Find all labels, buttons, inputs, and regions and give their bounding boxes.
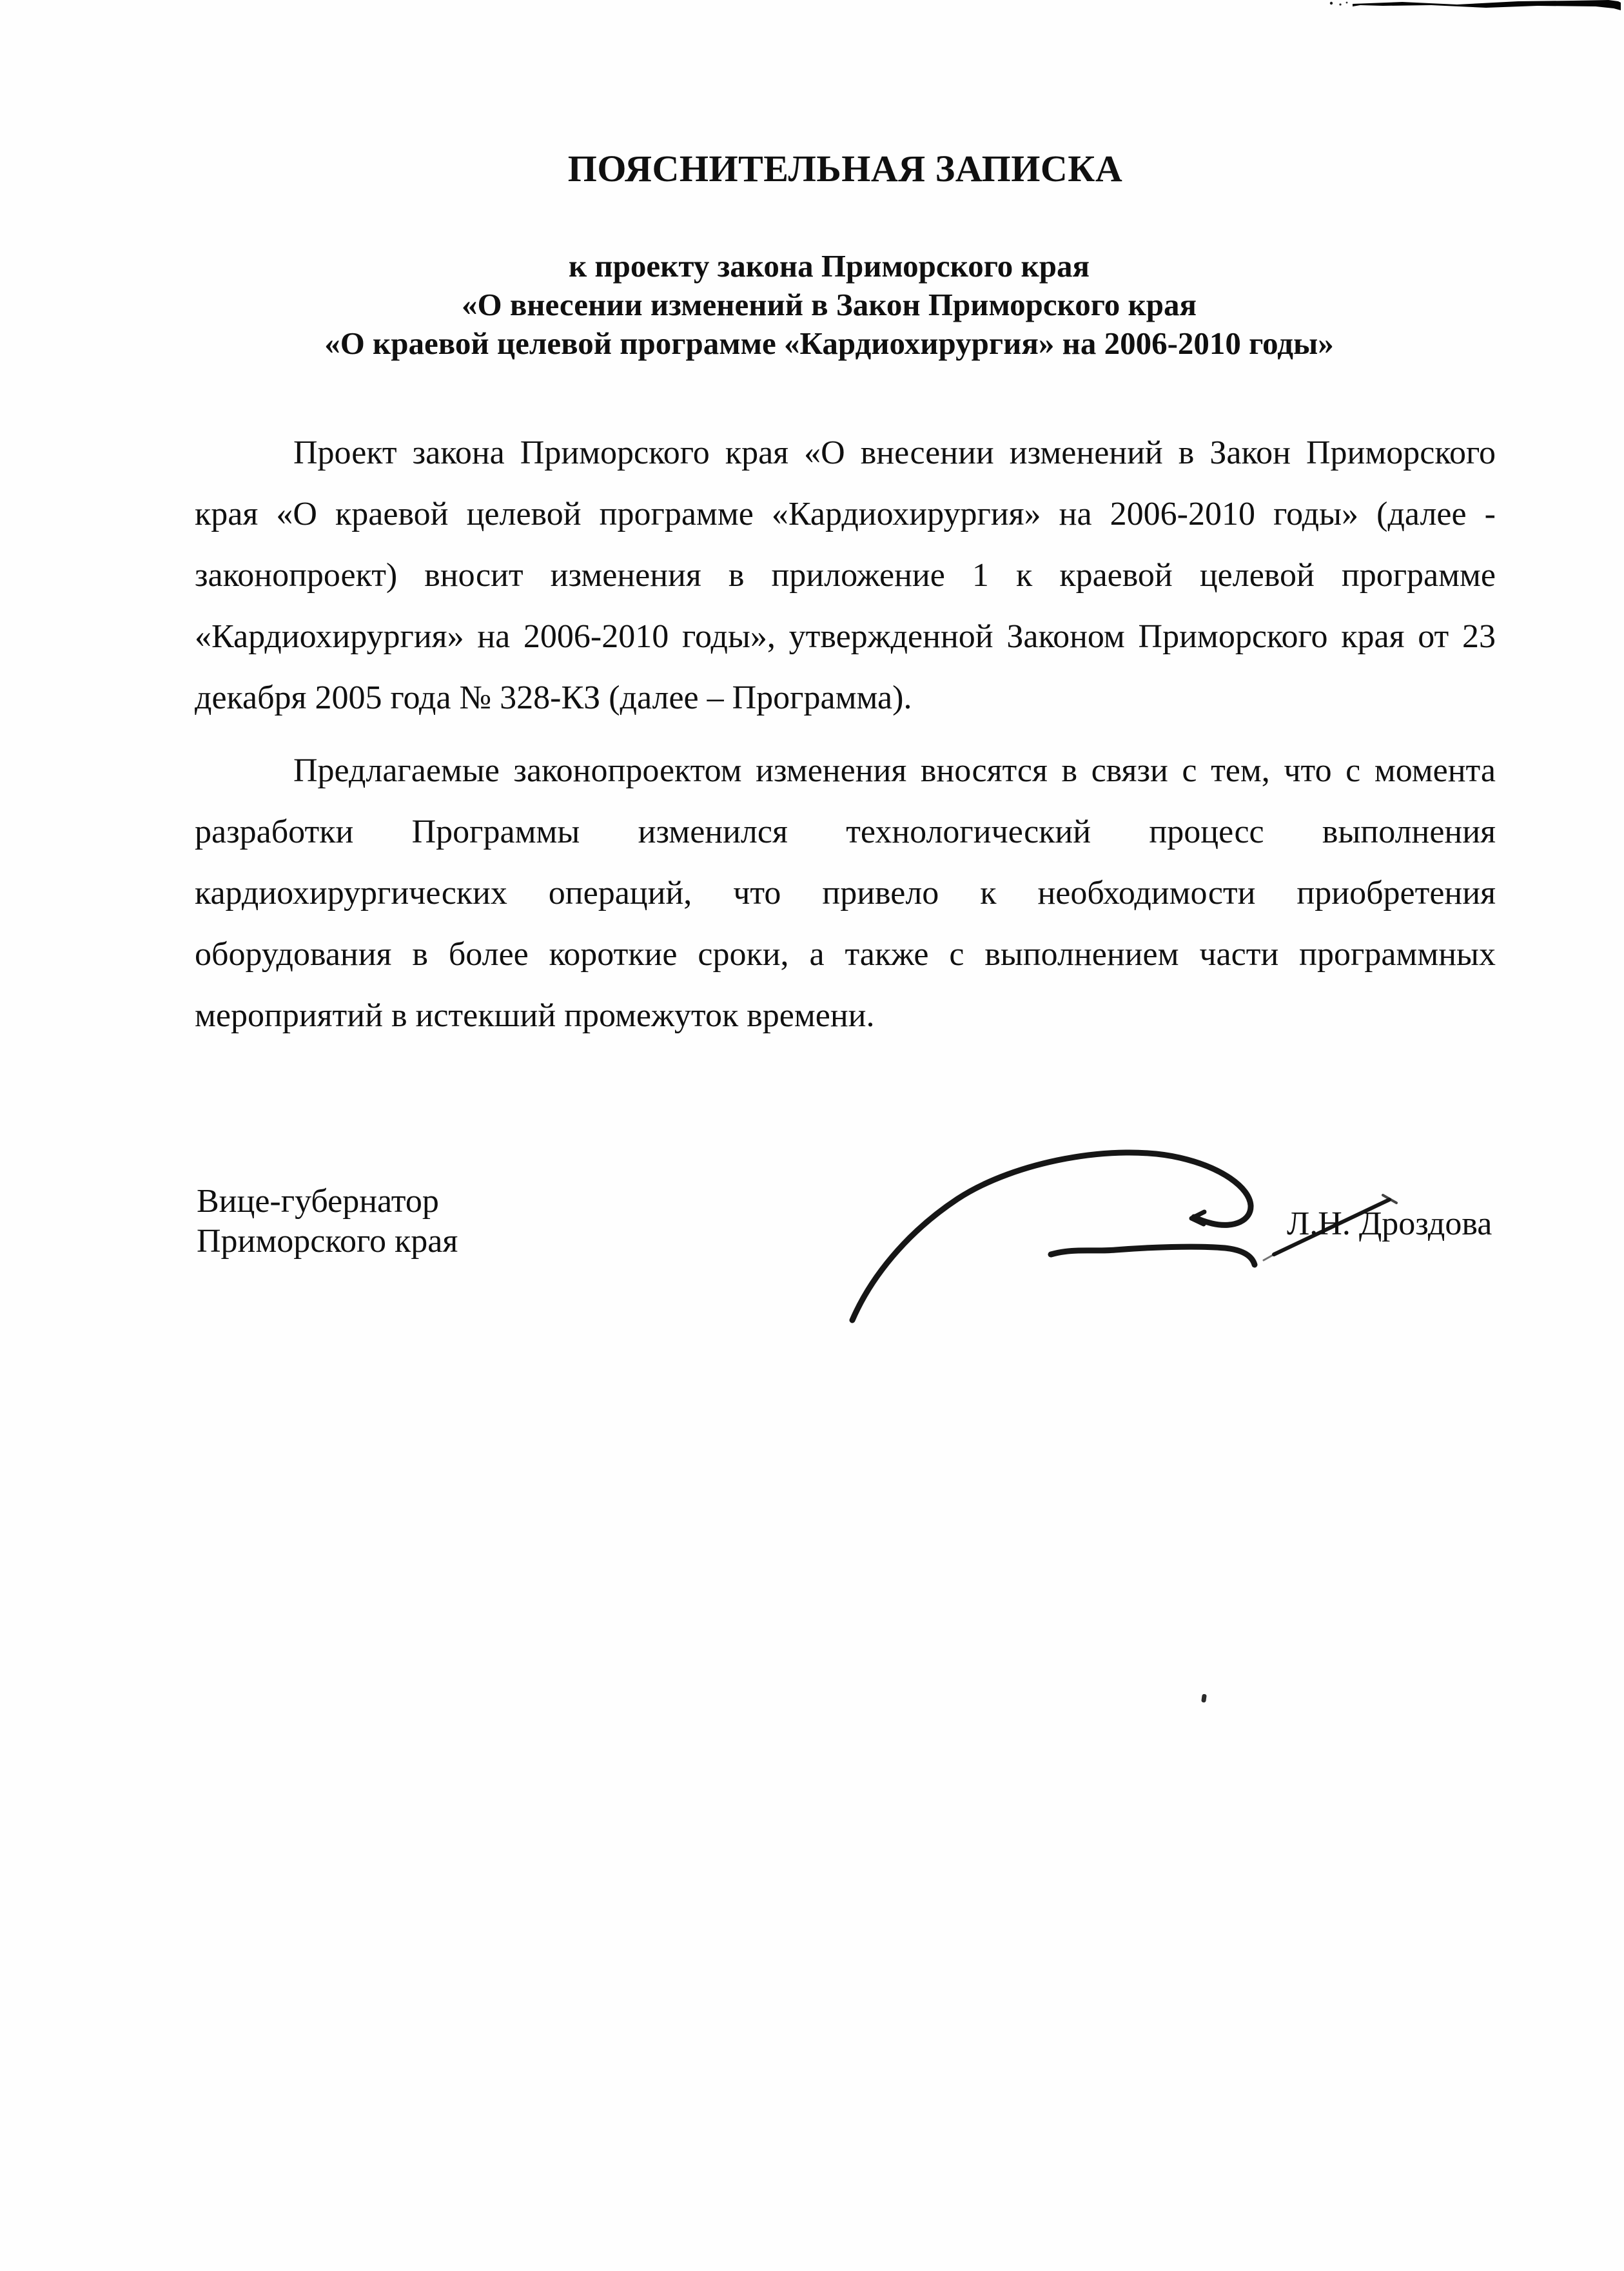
signer-position-line-2: Приморского края	[197, 1223, 458, 1260]
paragraph-1: Проект закона Приморского края «О внесении изменений в Закон Приморского края «О краевой целевой программе «Кардиохирургия» на 2006-2010 годы» (далее - законопроект) вносит изменения в приложение 1 к краевой целевой программе «Кардиохирургия» на 2006-2010 годы», утвержденной Законом Приморского края от 23 декабря 2005 года № 328-КЗ (далее – Программа).	[195, 434, 1496, 716]
doc-subtitle-line-3: «О краевой целевой программе «Кардиохирургия» на 2006-2010 годы»	[324, 326, 1334, 361]
paragraph-2: Предлагаемые законопроектом изменения вносятся в связи с тем, что с момента разработки Программы изменился технологический процесс выполнения кардиохирургических операций, что привело к необходимости приобретения оборудования в более короткие сроки, а также с выполнением части программных мероприятий в истекший промежуток времени.	[195, 752, 1496, 1034]
signer-position	[197, 1182, 458, 1262]
scan-artifact-dot	[1201, 1694, 1207, 1703]
signer-position-line-1: Вице-губернатор	[197, 1183, 439, 1220]
doc-subtitle	[162, 247, 1496, 363]
signer-name: Л.Н. Дроздова	[1287, 1205, 1492, 1242]
doc-subtitle-line-1: к проекту закона Приморского края	[568, 248, 1090, 284]
doc-title: ПОЯСНИТЕЛЬНАЯ ЗАПИСКА	[567, 148, 1123, 190]
scan-artifact-top-edge	[1325, 0, 1624, 15]
doc-subtitle-line-2: «О внесении изменений в Закон Приморского края	[461, 287, 1197, 322]
doc-body	[195, 422, 1496, 1046]
